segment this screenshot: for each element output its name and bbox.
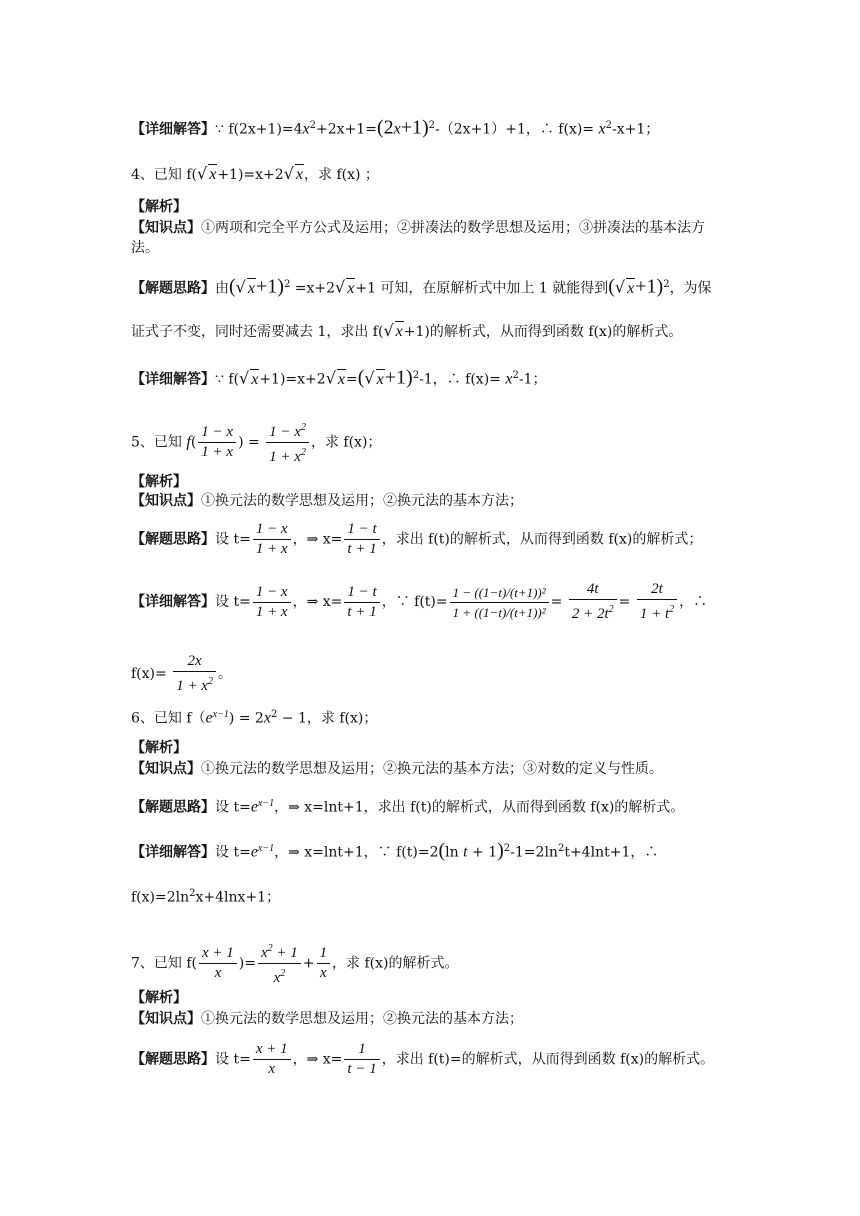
label: 【详细解答】: [131, 121, 215, 138]
q6-knowledge-points: 【知识点】①换元法的数学思想及运用；②换元法的基本方法；③对数的定义与性质。: [131, 761, 663, 777]
q5-result: f(x)= $\frac{2x}{1 + x^2}$ 。: [131, 653, 232, 694]
q7-analysis-heading: 【解析】: [131, 990, 187, 1006]
q6-stem: 6、已知 $f(e^{x-1}) = 2x^2 - 1$，求 f(x)；: [131, 709, 378, 727]
q5-solution-idea: 【解题思路】设 t= $\frac{1 - x}{1 + x}$ ，⇒ x= $\frac{1 - t}{t + 1}$ ，求出 f(t)的解析式，从而得到函数 f(x)的解析式；: [131, 521, 703, 557]
q4-stem: 4、已知 f(√ x+1)=x+2√ x，求 f(x) ；: [131, 164, 379, 183]
q5-stem: 5、已知 f( $\frac{1 - x}{1 + x}$ ) = $\frac{1 - x^2}{1 + x^2}$ ，求 f(x)；: [131, 422, 382, 465]
q6-detailed-answer: 【详细解答】设 $t=e^{x-1}$，⇒ x=lnt+1，∵ f(t)=2(ln $t + 1)^2-1=2\ln^2t+4\ln t+1$，∴: [131, 839, 659, 862]
q4-solution-idea-cont: 证式子不变，同时还需要减去 1，求出 f(√ x+1)的解析式，从而得到函数 f(x)的解析式。: [131, 321, 683, 340]
q6-result: $f(x)=2\ln^2x+4\ln x+1$；: [131, 888, 281, 906]
q5-analysis-heading: 【解析】: [131, 474, 187, 490]
q4-solution-idea: 【解题思路】由(√ x+1)$^2$ =x+2√ x+1 可知，在原解析式中加上 1 就能得到(√ x+1)$^2$，为保: [131, 275, 712, 298]
q3-detailed-answer: 【详细解答】∵ $f(2x+1)=4x^2+2x+1=(2x+1)^2-(2x+1)+1$，∴ $f(x)= x^2-x+1$；: [131, 116, 660, 139]
q4-detailed-answer: 【详细解答】∵ f(√ x+1)=x+2√ x=(√ x+1)$^2$-1，∴ $f(x)= x^2-1$；: [131, 366, 547, 389]
q7-knowledge-points: 【知识点】①换元法的数学思想及运用；②换元法的基本方法；: [131, 1011, 523, 1027]
q7-solution-idea: 【解题思路】设 t= $\frac{x + 1}{x}$ ，⇒ x= $\frac{1}{t - 1}$ ，求出 f(t)=的解析式，从而得到函数 f(x)的解析式。: [131, 1041, 715, 1077]
q4-analysis-heading: 【解析】: [131, 199, 187, 215]
q7-stem: 7、已知 f( $\frac{x + 1}{x}$ )= $\frac{x^2 + 1}{x^2}$ + $\frac{1}{x}$ ，求 f(x)的解析式。: [131, 943, 459, 986]
q5-detailed-answer: 【详细解答】设 t= $\frac{1 - x}{1 + x}$ ，⇒ x= $\frac{1 - t}{t + 1}$ ，∵ f(t)= $\frac{\text{1 − ((1−t)/(t+1))²}}{\text{1 + ((1−t)/(t+1))²}}$ = $\frac{4t}{2 + 2t^2}$ = $\frac{2t}{1 + t^2}$ ，∴: [131, 581, 708, 622]
q5-knowledge-points: 【知识点】①换元法的数学思想及运用；②换元法的基本方法；: [131, 493, 523, 509]
q6-solution-idea: 【解题思路】设 $t=e^{x-1}$，⇒ x=lnt+1，求出 f(t)的解析式，从而得到函数 f(x)的解析式。: [131, 798, 685, 816]
q6-analysis-heading: 【解析】: [131, 740, 187, 756]
q4-knowledge-points: 【知识点】①两项和完全平方公式及运用；②拼凑法的数学思想及运用；③拼凑法的基本法方法。: [131, 220, 705, 256]
